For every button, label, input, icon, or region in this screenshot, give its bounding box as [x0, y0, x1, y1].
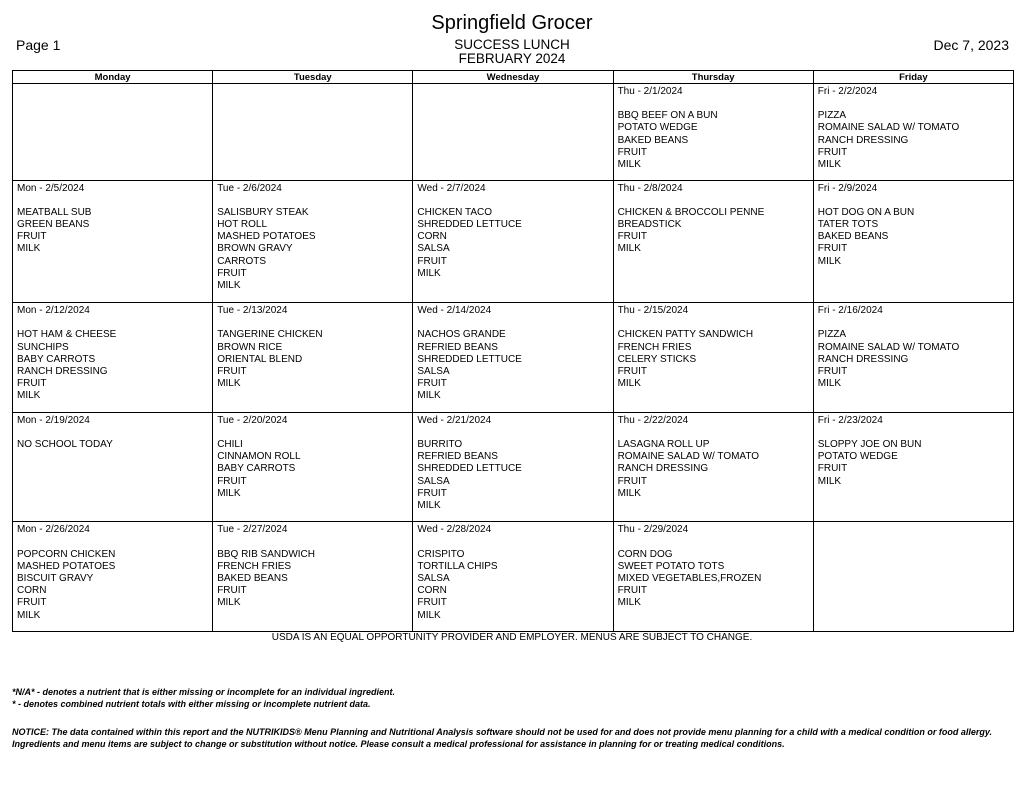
cell-date: Fri - 2/16/2024 [817, 305, 883, 317]
menu-item: SHREDDED LETTUCE [417, 353, 522, 365]
cell-date: Tue - 2/20/2024 [217, 414, 288, 426]
menu-item: FRUIT [617, 146, 648, 158]
cell-date: Thu - 2/8/2024 [617, 182, 683, 194]
menu-item: NO SCHOOL TODAY [17, 438, 113, 450]
day-cell [813, 303, 1013, 413]
menu-item: CORN [417, 231, 447, 243]
menu-item: MILK [17, 609, 41, 621]
day-cell [413, 180, 613, 303]
menu-item: SUNCHIPS [17, 341, 69, 353]
menu-item: FRUIT [817, 243, 848, 255]
menu-item: MASHED POTATOES [217, 231, 316, 243]
menu-item: FRENCH FRIES [217, 560, 292, 572]
menu-item: HOT DOG ON A BUN [817, 206, 915, 218]
day-cell [613, 84, 813, 181]
menu-items [618, 207, 809, 256]
menu-item: FRUIT [217, 267, 247, 279]
menu-item: MILK [217, 487, 241, 499]
menu-item: ROMAINE SALAD W/ TOMATO [817, 341, 960, 353]
menu-item: MILK [617, 378, 641, 390]
menu-item: MILK [417, 609, 441, 621]
day-cell [613, 180, 813, 303]
menu-item: RANCH DRESSING [17, 366, 108, 377]
menu-items [217, 439, 408, 500]
menu-item: TORTILLA CHIPS [417, 560, 498, 572]
menu-item: RANCH DRESSING [617, 463, 709, 475]
menu-item: CORN [417, 585, 447, 597]
menu-items [818, 329, 1009, 390]
menu-item: ORIENTAL BLEND [217, 353, 303, 365]
menu-item: BROWN RICE [217, 341, 283, 353]
day-cell [213, 303, 413, 413]
menu-item: FRUIT [817, 146, 848, 158]
day-cell [213, 412, 413, 522]
day-cell [13, 180, 213, 303]
menu-item: FRUIT [617, 585, 648, 597]
menu-item: BISCUIT GRAVY [17, 572, 94, 584]
day-header: Monday [13, 71, 213, 84]
menu-items [17, 439, 208, 451]
menu-item: MILK [417, 390, 441, 402]
menu-item: MILK [417, 500, 441, 511]
menu-item: POTATO WEDGE [617, 122, 698, 134]
cell-date: Thu - 2/1/2024 [617, 86, 683, 97]
menu-item: CHICKEN PATTY SANDWICH [617, 329, 754, 341]
week-row [13, 180, 1014, 303]
menu-item: REFRIED BEANS [417, 451, 498, 463]
cell-date: Fri - 2/2/2024 [817, 86, 878, 97]
day-cell [813, 180, 1013, 303]
menu-item: CORN DOG [617, 548, 673, 560]
day-cell [413, 412, 613, 522]
menu-item: BAKED BEANS [617, 134, 689, 146]
menu-item: TANGERINE CHICKEN [217, 329, 323, 341]
footnote-star: * - denotes combined nutrient totals with either missing or incomplete nutrient data. [12, 699, 371, 709]
menu-items [417, 207, 608, 280]
day-cell [613, 412, 813, 522]
menu-item: SHREDDED LETTUCE [417, 463, 522, 475]
week-row [13, 303, 1014, 413]
menu-item: SALSA [417, 243, 450, 255]
menu-item: SALSA [417, 475, 450, 487]
menu-items [417, 329, 608, 402]
menu-item: MASHED POTATOES [17, 560, 116, 572]
menu-item: CARROTS [217, 255, 267, 267]
menu-items [417, 549, 608, 622]
day-header-row [13, 71, 1014, 84]
menu-item: ROMAINE SALAD W/ TOMATO [817, 122, 960, 134]
menu-item: MILK [817, 159, 842, 171]
menu-item: MILK [217, 279, 241, 291]
menu-item: BABY CARROTS [17, 353, 96, 365]
menu-items [618, 110, 809, 171]
menu-items [217, 549, 408, 610]
week-row [13, 522, 1014, 632]
day-cell [413, 303, 613, 413]
day-cell [13, 522, 213, 632]
day-cell [413, 522, 613, 632]
menu-item: TATER TOTS [817, 218, 879, 230]
menu-item: BROWN GRAVY [217, 243, 293, 255]
menu-item: RANCH DRESSING [817, 353, 909, 365]
day-cell [13, 303, 213, 413]
menu-items [417, 439, 608, 512]
menu-item: BABY CARROTS [217, 463, 296, 475]
menu-item: MILK [17, 390, 41, 402]
day-header: Friday [813, 71, 1013, 84]
menu-items [618, 329, 809, 390]
menu-item: MILK [217, 597, 241, 609]
day-cell [813, 522, 1013, 632]
cell-date: Fri - 2/23/2024 [817, 414, 883, 426]
menu-item: MILK [617, 597, 641, 609]
menu-item: FRENCH FRIES [617, 341, 692, 353]
cell-date: Mon - 2/12/2024 [17, 305, 90, 317]
menu-item: BBQ RIB SANDWICH [217, 548, 315, 560]
menu-calendar [12, 70, 1014, 632]
week-row [13, 84, 1014, 181]
day-cell [213, 180, 413, 303]
menu-month: FEBRUARY 2024 [458, 51, 566, 66]
cell-date: Tue - 2/6/2024 [217, 182, 282, 194]
day-cell [213, 522, 413, 632]
week-row [13, 412, 1014, 522]
menu-items [818, 439, 1009, 488]
menu-items [818, 207, 1009, 268]
menu-items [17, 207, 208, 256]
menu-item: SHREDDED LETTUCE [417, 218, 522, 230]
day-cell [813, 412, 1013, 522]
menu-item: FRUIT [417, 378, 447, 390]
menu-item: SALSA [417, 366, 450, 377]
menu-items [17, 549, 208, 622]
menu-items [217, 207, 408, 292]
cell-date: Wed - 2/7/2024 [417, 182, 486, 194]
menu-item: CHICKEN & BROCCOLI PENNE [617, 206, 765, 218]
day-header: Thursday [613, 71, 813, 84]
menu-item: FRUIT [17, 597, 47, 609]
day-cell [213, 84, 413, 181]
day-cell [13, 84, 213, 181]
menu-item: BREADSTICK [617, 218, 682, 230]
menu-item: MILK [817, 475, 842, 487]
menu-item: BAKED BEANS [217, 572, 288, 584]
menu-item: MEATBALL SUB [17, 206, 92, 218]
menu-item: MILK [617, 487, 641, 499]
menu-item: SWEET POTATO TOTS [617, 560, 725, 572]
page-number: Page 1 [16, 37, 61, 53]
menu-subtitle-block [0, 38, 1024, 66]
cell-date: Mon - 2/19/2024 [17, 414, 90, 426]
menu-item: FRUIT [817, 463, 848, 475]
menu-item: FRUIT [417, 597, 447, 609]
menu-item: LASAGNA ROLL UP [617, 438, 710, 450]
menu-item: BURRITO [417, 438, 463, 450]
cell-date: Fri - 2/9/2024 [817, 182, 878, 194]
menu-item: PIZZA [817, 329, 847, 341]
menu-items [818, 110, 1009, 171]
day-cell [413, 84, 613, 181]
cell-date: Wed - 2/28/2024 [417, 524, 492, 536]
notice-text: NOTICE: The data contained within this report and the NUTRIKIDS® Menu Planning and Nutritional Analysis software should not be used for and does not provide menu planning for a child with a medical condition or food allergy. Ingredients and menu items are subject to change or substitution without notice. Please consult a medical professional for assistance in planning for or treating medical conditions. [12, 727, 993, 749]
menu-item: FRUIT [617, 231, 648, 243]
menu-item: MILK [617, 159, 641, 171]
menu-item: FRUIT [817, 366, 848, 377]
menu-item: MILK [17, 243, 41, 255]
menu-item: CHICKEN TACO [417, 206, 493, 218]
menu-item: MILK [217, 378, 241, 390]
cell-date: Wed - 2/14/2024 [417, 305, 492, 317]
menu-items [618, 439, 809, 500]
menu-item: HOT ROLL [217, 218, 268, 230]
menu-item: MILK [817, 378, 842, 390]
menu-item: PIZZA [817, 110, 847, 122]
menu-item: ROMAINE SALAD W/ TOMATO [617, 451, 760, 463]
cell-date: Mon - 2/26/2024 [17, 524, 90, 536]
menu-item: FRUIT [17, 231, 47, 243]
day-header: Wednesday [413, 71, 613, 84]
menu-item: POTATO WEDGE [817, 451, 898, 463]
menu-item: CORN [17, 585, 47, 597]
menu-item: CINNAMON ROLL [217, 451, 301, 463]
menu-item: SALISBURY STEAK [217, 206, 309, 218]
menu-item: MIXED VEGETABLES,FROZEN [617, 572, 762, 584]
menu-item: NACHOS GRANDE [417, 329, 506, 341]
cell-date: Mon - 2/5/2024 [17, 182, 85, 194]
day-cell [613, 303, 813, 413]
day-cell [813, 84, 1013, 181]
menu-item: FRUIT [617, 475, 648, 487]
day-cell [13, 412, 213, 522]
menu-item: REFRIED BEANS [417, 341, 498, 353]
cell-date: Wed - 2/21/2024 [417, 414, 492, 426]
menu-item: FRUIT [217, 366, 247, 377]
menu-item: FRUIT [17, 378, 47, 390]
cell-date: Thu - 2/15/2024 [617, 305, 689, 317]
day-cell [613, 522, 813, 632]
menu-item: CELERY STICKS [617, 353, 697, 365]
menu-item: MILK [617, 243, 641, 255]
menu-item: FRUIT [217, 585, 247, 597]
day-header: Tuesday [213, 71, 413, 84]
menu-items [17, 329, 208, 402]
menu-item: SLOPPY JOE ON BUN [817, 438, 922, 450]
menu-item: FRUIT [217, 475, 247, 487]
page-title: Springfield Grocer [431, 12, 593, 34]
usda-statement: USDA IS AN EQUAL OPPORTUNITY PROVIDER AND EMPLOYER. MENUS ARE SUBJECT TO CHANGE. [271, 632, 753, 643]
menu-subtitle: SUCCESS LUNCH [454, 37, 570, 52]
menu-item: FRUIT [417, 487, 447, 499]
menu-item: CHILI [217, 438, 243, 450]
menu-item: CRISPITO [417, 548, 465, 560]
menu-item: SALSA [417, 572, 450, 584]
menu-item: POPCORN CHICKEN [17, 548, 116, 560]
menu-item: RANCH DRESSING [817, 134, 909, 146]
menu-item: BAKED BEANS [817, 231, 889, 243]
cell-date: Tue - 2/27/2024 [217, 524, 288, 536]
cell-date: Thu - 2/29/2024 [617, 524, 689, 536]
menu-items [618, 549, 809, 610]
menu-item: MILK [817, 255, 842, 267]
cell-date: Tue - 2/13/2024 [217, 305, 288, 317]
menu-item: HOT HAM & CHEESE [17, 329, 117, 341]
menu-item: FRUIT [417, 255, 447, 267]
menu-item: GREEN BEANS [17, 218, 90, 230]
menu-item: BBQ BEEF ON A BUN [617, 110, 718, 122]
footnote-na: *N/A* - denotes a nutrient that is either missing or incomplete for an individual ingredient. [12, 687, 396, 697]
menu-items [217, 329, 408, 390]
menu-item: MILK [417, 267, 441, 279]
cell-date: Thu - 2/22/2024 [617, 414, 689, 426]
report-date: Dec 7, 2023 [933, 37, 1009, 53]
menu-item: FRUIT [617, 366, 648, 377]
